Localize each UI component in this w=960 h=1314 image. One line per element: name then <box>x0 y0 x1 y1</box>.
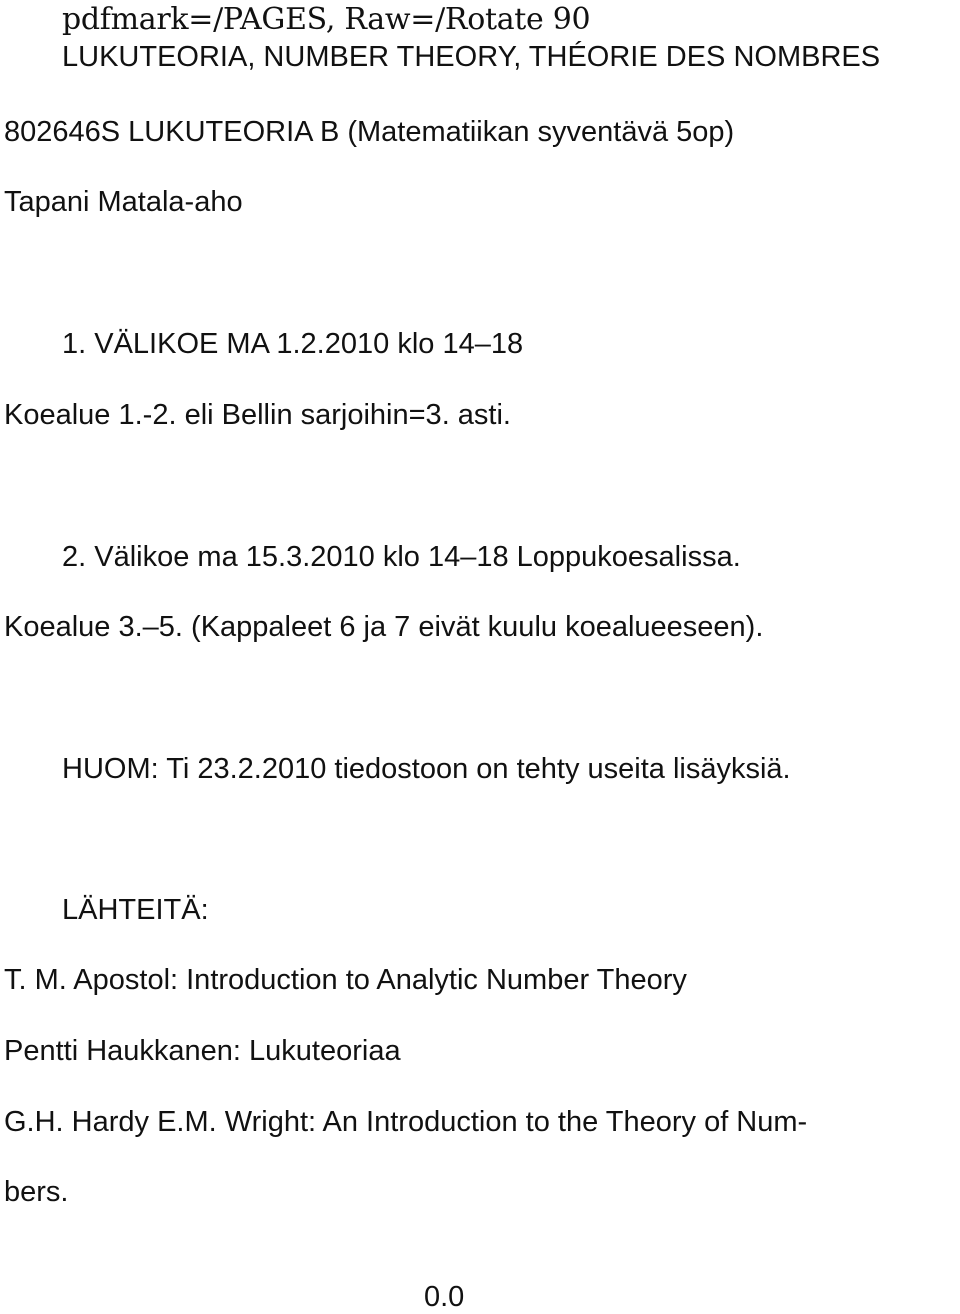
exam1-scope: Koealue 1.-2. eli Bellin sarjoihin=3. asti. <box>4 399 511 431</box>
source-item: T. M. Apostol: Introduction to Analytic Number Theory <box>4 964 687 996</box>
page-number: 0.0 <box>424 1281 465 1313</box>
sources-heading: LÄHTEITÄ: <box>62 894 209 926</box>
source-item: G.H. Hardy E.M. Wright: An Introduction to the Theory of Num- <box>4 1106 808 1138</box>
exam1-title: 1. VÄLIKOE MA 1.2.2010 klo 14–18 <box>62 328 524 360</box>
course-title: 802646S LUKUTEORIA B (Matematiikan syventävä 5op) <box>4 116 735 148</box>
document-heading: LUKUTEORIA, NUMBER THEORY, THÉORIE DES NOMBRES <box>62 41 881 73</box>
exam2-title: 2. Välikoe ma 15.3.2010 klo 14–18 Loppukoesalissa. <box>62 541 741 573</box>
source-item-continuation: bers. <box>4 1176 69 1208</box>
exam2-scope: Koealue 3.–5. (Kappaleet 6 ja 7 eivät kuulu koealueeseen). <box>4 611 764 643</box>
update-note: HUOM: Ti 23.2.2010 tiedostoon on tehty useita lisäyksiä. <box>62 753 791 785</box>
pdfmark-line: pdfmark=/PAGES, Raw=/Rotate 90 <box>62 2 591 37</box>
author-name: Tapani Matala-aho <box>4 186 243 218</box>
source-item: Pentti Haukkanen: Lukuteoriaa <box>4 1035 401 1067</box>
